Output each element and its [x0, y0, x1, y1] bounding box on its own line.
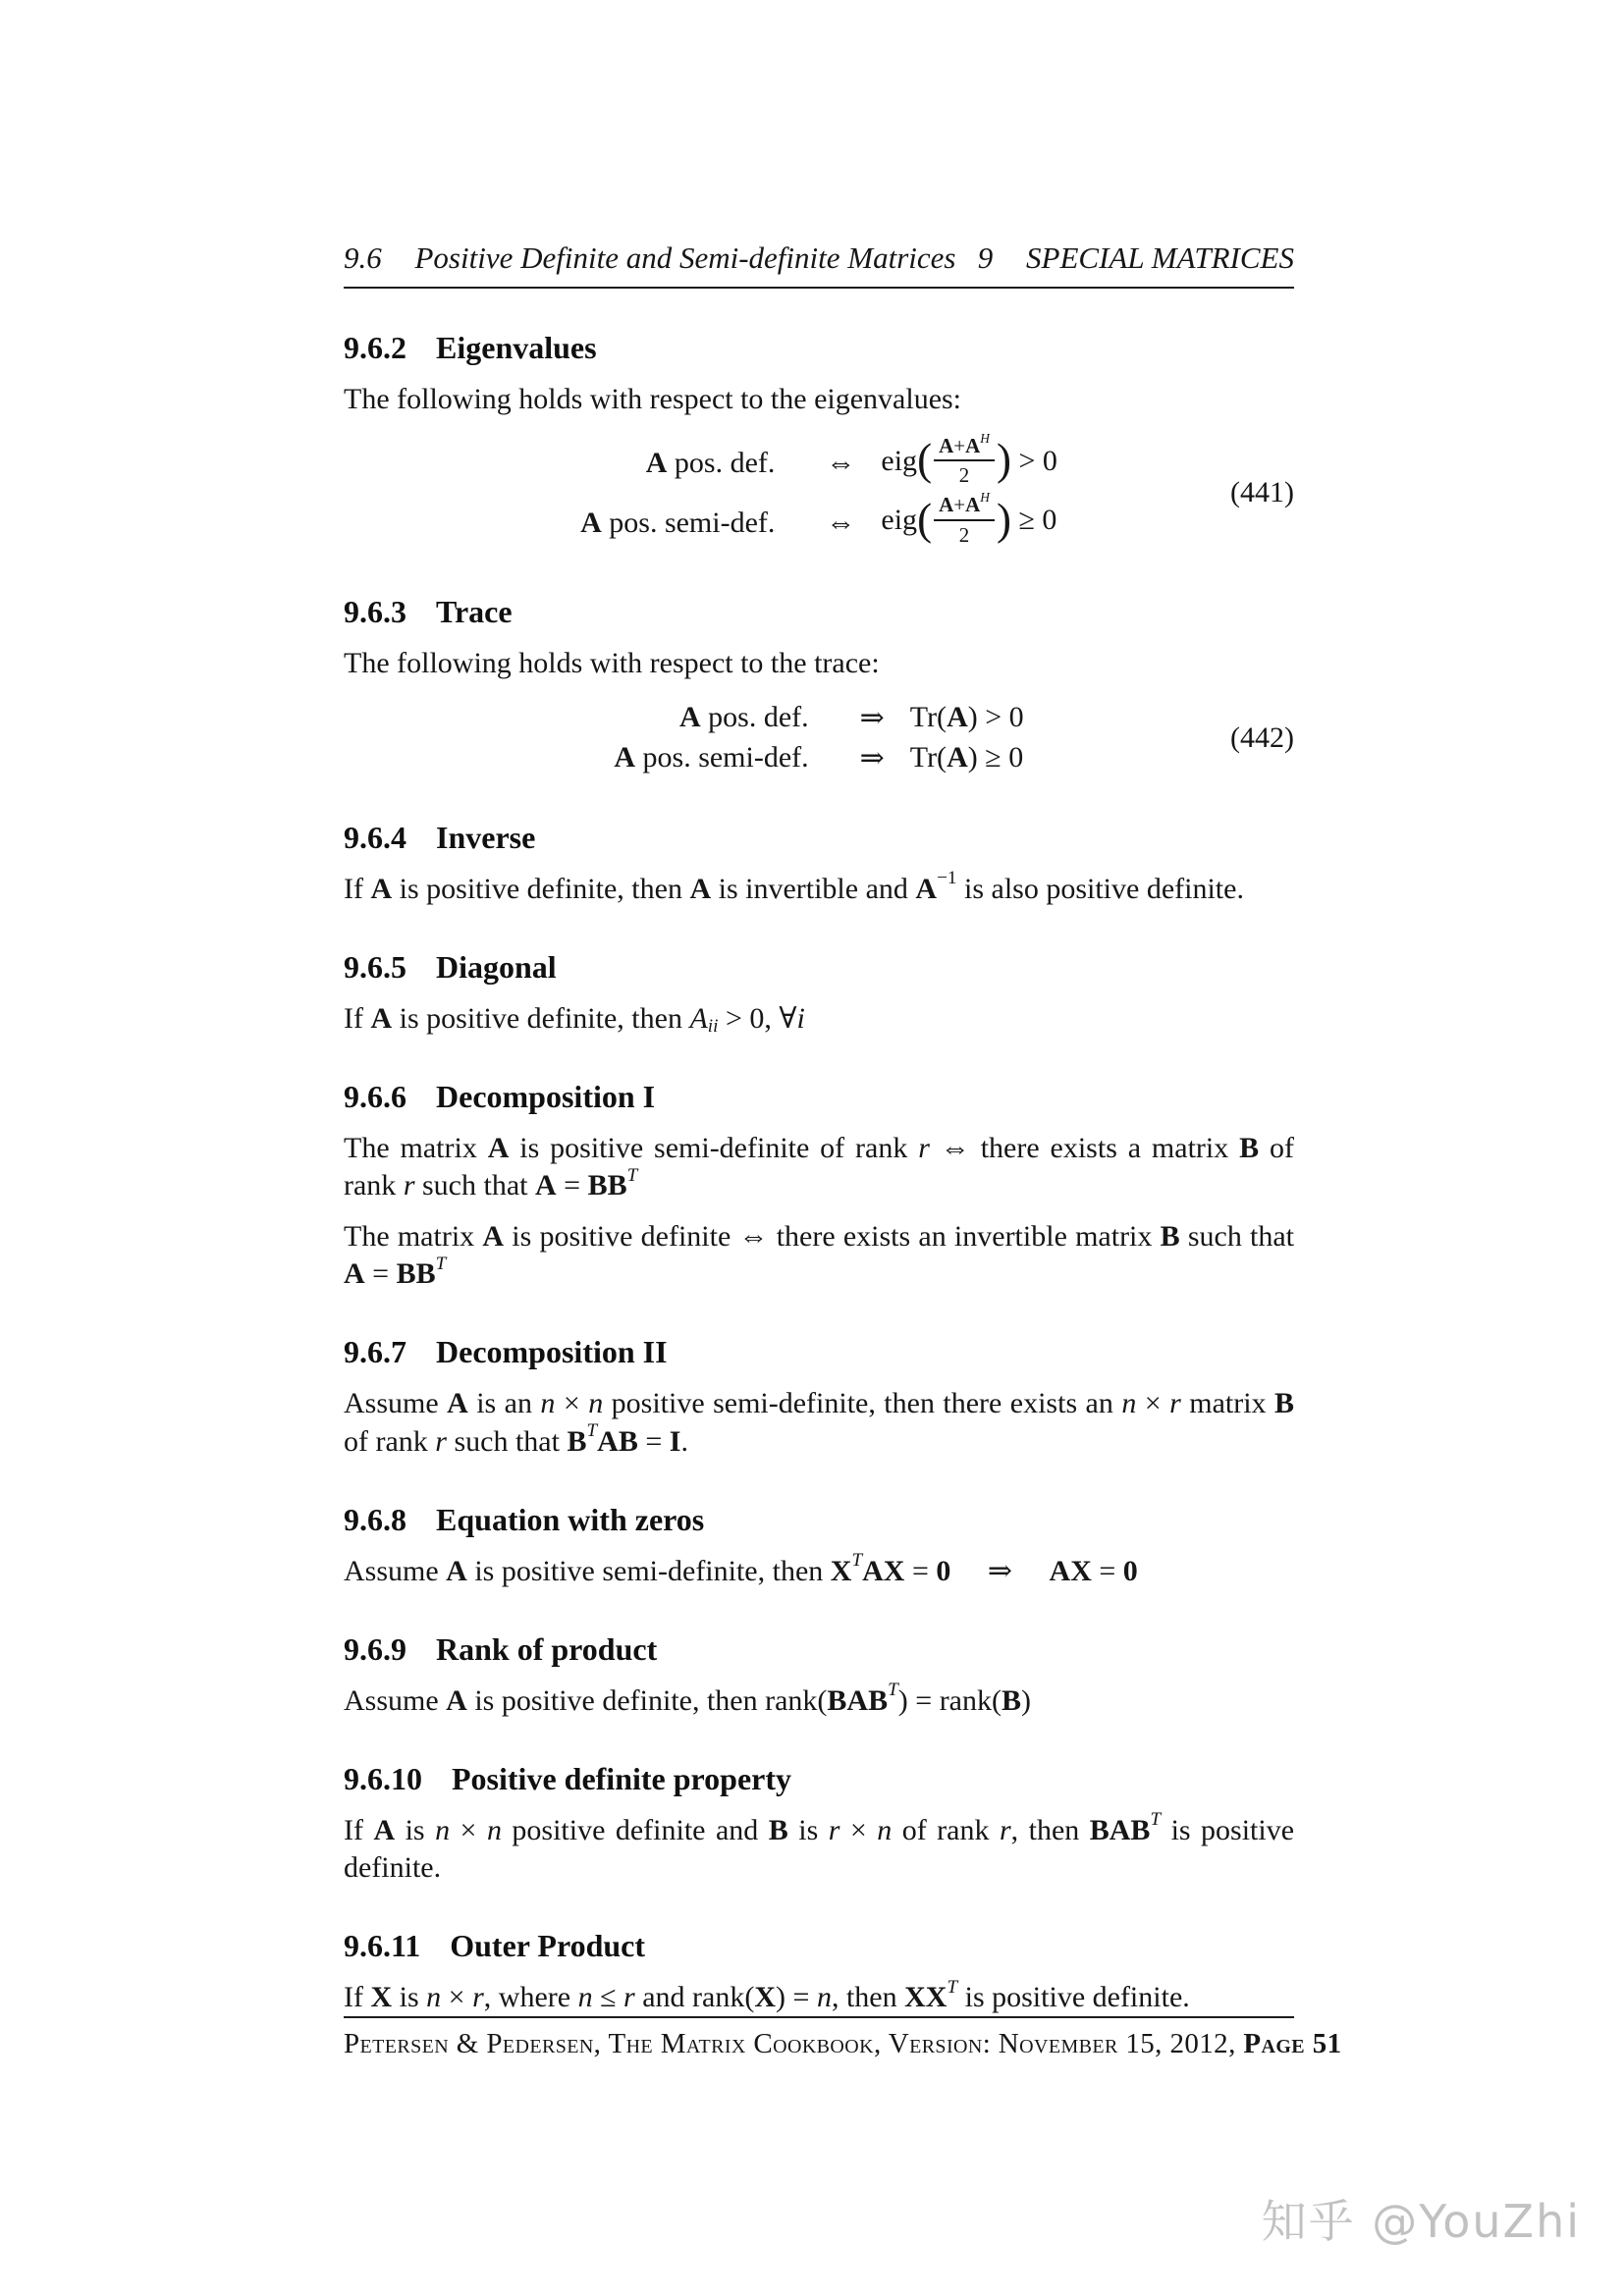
page-content: [344, 0, 1294, 2016]
paragraph: The following holds with respect to the trace:: [344, 646, 880, 679]
section-heading: [344, 818, 1294, 857]
paragraph: If A is positive definite, then $A_{ii} > 0$, ∀i: [344, 1001, 805, 1038]
section-9.6.9: [344, 1629, 1294, 1720]
equation-relation: ⇒: [859, 741, 885, 774]
section-9.6.7: [344, 1332, 1294, 1460]
section-title: Decomposition I: [436, 1079, 656, 1115]
fraction: [934, 490, 995, 547]
equation: [614, 698, 1023, 778]
running-header: [344, 0, 1294, 275]
equation-rhs: eig( $\frac{A+A^H}{2}$ ) > 0: [881, 431, 1057, 488]
section-9.6.6: [344, 1077, 1294, 1293]
running-header-section-number: 9.6: [344, 240, 382, 275]
fraction-numerator: $A+A^H$: [934, 434, 995, 461]
equation-tag: (442): [1230, 721, 1294, 754]
section-heading: [344, 592, 1294, 631]
section-heading: [344, 1332, 1294, 1371]
equation-lhs: A pos. semi-def.: [614, 741, 809, 774]
equation-lhs: A pos. def.: [645, 447, 776, 480]
section-heading: [344, 1629, 1294, 1669]
section-number: 9.6.3: [344, 593, 406, 629]
section-title: Trace: [436, 593, 513, 629]
section-title: Outer Product: [450, 1927, 646, 1963]
section-title: Inverse: [436, 819, 536, 855]
section-number: 9.6.5: [344, 948, 406, 985]
equation-row: [614, 738, 1023, 778]
section-heading: [344, 328, 1294, 367]
section-9.6.2: [344, 328, 1294, 553]
footer-citation: Petersen & Pedersen, The Matrix Cookbook, Version: November 15, 2012,: [344, 2028, 1244, 2059]
running-header-chapter: [978, 241, 1294, 275]
section-title: Decomposition II: [436, 1334, 668, 1370]
math-text: > 0: [1010, 445, 1057, 478]
paragraph: If A is positive definite, then A is invertible and $A^{-1}$ is also positive definite.: [344, 868, 1244, 905]
equation-block: [344, 431, 1294, 553]
paragraph: Assume A is positive semi-definite, then $X^TAX = 0$ ⇒ AX = 0: [344, 1550, 1138, 1587]
document-sections: [344, 328, 1294, 2016]
paragraph: Assume A is positive definite, then $rank(BAB^T)$ = rank(B): [344, 1680, 1032, 1717]
fraction-denominator: 2: [958, 463, 970, 488]
math-text: Tr(A) ≥ 0: [909, 741, 1024, 774]
equation-lhs: A pos. semi-def.: [580, 506, 776, 539]
fraction-numerator: $A+A^H$: [934, 493, 995, 520]
fraction: [934, 431, 995, 488]
equation-rhs: eig( $\frac{A+A^H}{2}$ ) ≥ 0: [881, 490, 1057, 547]
section-title: Eigenvalues: [436, 330, 597, 366]
section-number: 9.6.6: [344, 1079, 406, 1115]
section-heading: [344, 1926, 1294, 1965]
math-text: ≥ 0: [1010, 504, 1057, 537]
section-number: 9.6.7: [344, 1334, 406, 1370]
running-header-section: [344, 241, 955, 275]
math-text: eig: [881, 445, 918, 478]
section-number: 9.6.2: [344, 330, 406, 366]
paragraph: The matrix A is positive definite ⇔ there exists an invertible matrix B such that $A = BB^T$: [344, 1220, 1295, 1291]
equation-relation: ⇔: [826, 506, 856, 539]
equation-rhs: [910, 738, 1024, 778]
equation-row: [580, 434, 1057, 493]
section-9.6.3: [344, 592, 1294, 778]
section-heading: [344, 947, 1294, 987]
section-number: 9.6.8: [344, 1501, 406, 1537]
math-text: eig: [881, 504, 918, 537]
footer-rule: [344, 2016, 1294, 2018]
section-heading: [344, 1759, 1294, 1798]
section-9.6.8: [344, 1500, 1294, 1590]
equation: [580, 431, 1057, 553]
paragraph: If A is n × n positive definite and B is r × n of rank r, then $BAB^T$ is positive definite.: [344, 1809, 1295, 1884]
equation-row: [614, 698, 1023, 738]
section-title: Diagonal: [436, 948, 557, 985]
paragraph: If X is n × r, where n ≤ r and rank(X) = n, then $XX^T$ is positive definite.: [344, 1976, 1190, 2013]
section-title: Equation with zeros: [436, 1501, 705, 1537]
page-footer: [344, 2028, 1342, 2060]
equation-block: [344, 698, 1294, 778]
math-text: Tr(A) > 0: [909, 701, 1024, 734]
fraction-denominator: 2: [958, 522, 970, 547]
section-number: 9.6.4: [344, 819, 406, 855]
section-number: 9.6.10: [344, 1760, 422, 1796]
section-number: 9.6.11: [344, 1927, 421, 1963]
section-9.6.5: [344, 947, 1294, 1038]
equation-relation: ⇒: [859, 701, 885, 734]
section-heading: [344, 1500, 1294, 1539]
footer-page-number: Page 51: [1243, 2028, 1342, 2059]
section-heading: [344, 1077, 1294, 1116]
running-header-chapter-title: SPECIAL MATRICES: [1026, 240, 1294, 275]
paragraph: The matrix A is positive semi-definite of rank r ⇔ there exists a matrix B of rank r such that $A = BB^T$: [344, 1132, 1295, 1202]
section-9.6.11: [344, 1926, 1294, 2016]
section-number: 9.6.9: [344, 1630, 406, 1667]
equation-lhs: A pos. def.: [679, 701, 809, 734]
equation-relation: ⇔: [826, 447, 856, 480]
paragraph: Assume A is an n × n positive semi-definite, then there exists an n × r matrix B of rank r such that $B^TAB = I$.: [344, 1387, 1294, 1458]
paragraph: The following holds with respect to the eigenvalues:: [344, 383, 962, 416]
section-9.6.10: [344, 1759, 1294, 1887]
watermark: 知乎 @YouZhi: [1261, 2195, 1581, 2248]
section-title: Positive definite property: [452, 1760, 792, 1796]
header-rule: [344, 287, 1294, 289]
section-title: Rank of product: [436, 1630, 658, 1667]
running-header-section-title: Positive Definite and Semi-definite Matrices: [414, 240, 956, 275]
running-header-chapter-number: 9: [977, 240, 994, 275]
equation-rhs: [910, 698, 1024, 738]
section-9.6.4: [344, 818, 1294, 908]
equation-row: [580, 493, 1057, 552]
equation-tag: (441): [1230, 476, 1294, 509]
